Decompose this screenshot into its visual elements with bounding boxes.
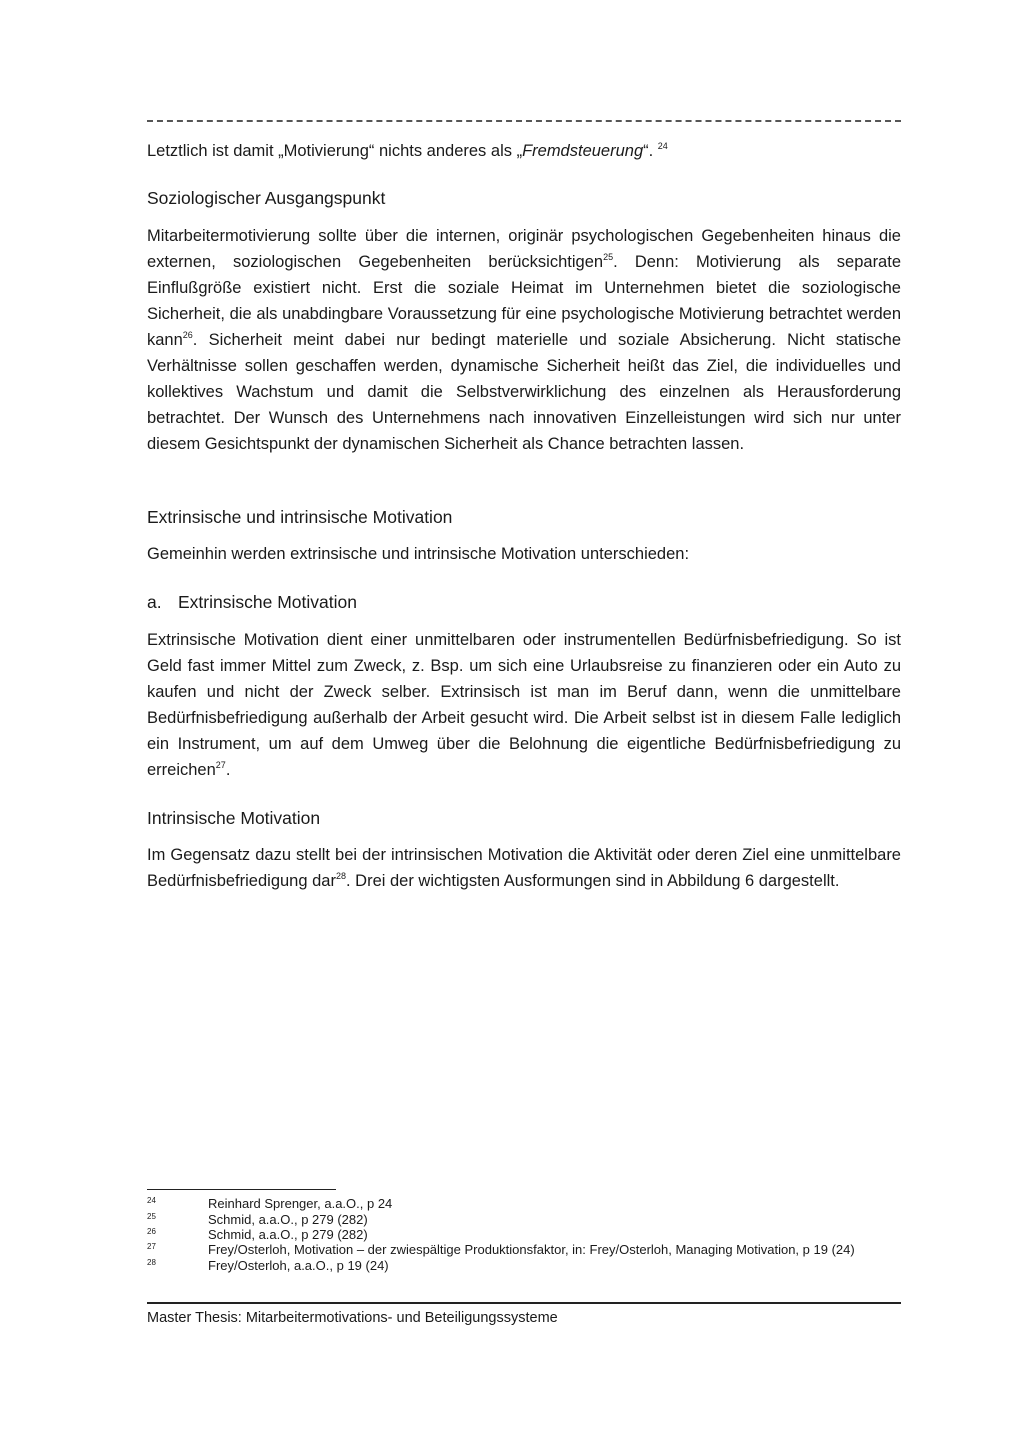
- paragraph-text: Im Gegensatz dazu stellt bei der intrinsischen Motivation die Aktivität oder deren Ziel eine unmittelbare Bedürfnisbefriedigung dar: [147, 846, 901, 890]
- paragraph-text: Extrinsische Motivation dient einer unmittelbaren oder instrumentellen Bedürfnisbefriedigung. So ist Geld fast immer Mittel zum Zweck, z. Bsp. um sich eine Urlaubsreise zu finanzieren oder ein Auto zu kaufen und nicht der Zweck selber. Extrinsisch ist man im Beruf dann, wenn die unmittelbare Bedürfnisbefriedigung außerhalb der Arbeit gesucht wird. Die Arbeit selbst ist in diesem Falle lediglich ein Instrument, um auf dem Umweg über die Belohnung die eigentliche Bedürfnisbefriedigung zu erreichen: [147, 631, 901, 779]
- footnote-number: 26: [147, 1227, 156, 1236]
- footer-rule: [147, 1302, 901, 1304]
- footnote-number: 25: [147, 1212, 156, 1221]
- header-dashed-rule: [147, 120, 901, 122]
- intro-emphasis: Fremdsteuerung: [522, 142, 644, 160]
- footnote-text: Frey/Osterloh, a.a.O., p 19 (24): [208, 1258, 389, 1273]
- paragraph-extrinsisch: [147, 627, 901, 783]
- list-marker: a.: [147, 592, 162, 612]
- page-footer: Master Thesis: Mitarbeitermotivations- und Beteiligungssysteme: [147, 1310, 558, 1326]
- footnote-text: Frey/Osterloh, Motivation – der zwiespältige Produktionsfaktor, in: Frey/Osterloh, Managing Motivation, p 19 (24): [208, 1242, 855, 1257]
- heading-text: Extrinsische Motivation: [178, 592, 357, 612]
- heading-extrinsische-motivation: [147, 589, 357, 615]
- heading-intrinsische-motivation: Intrinsische Motivation: [147, 808, 321, 828]
- heading-extrinsische-intrinsische: Extrinsische und intrinsische Motivation: [147, 507, 453, 527]
- intro-text: Letztlich ist damit „Motivierung“ nichts anderes als „: [147, 142, 523, 160]
- footnote-number: 28: [147, 1258, 156, 1267]
- paragraph-text: . Sicherheit meint dabei nur bedingt materielle und soziale Absicherung. Nicht statische Verhältnisse sollen geschaffen werden, dynamische Sicherheit heißt das Ziel, die individuelles und kollektives Wachstum und damit die Selbstverwirklichung des einzelnen als Herausforderung betrachtet. Der Wunsch des Unternehmens nach innovativen Einzelleistungen wird sich nur unter diesem Gesichtspunkt der dynamischen Sicherheit als Chance betrachten lassen.: [147, 331, 901, 453]
- footnote-ref-27[interactable]: 27: [215, 760, 226, 770]
- paragraph-text: . Denn: Motivierung als separate Einflußgröße existiert nicht. Erst die soziale Heimat im Unternehmen bietet die soziologische Sicherheit, die als unabdingbare Voraussetzung für eine psychologische Motivierung betrachtet werden kann: [147, 253, 901, 349]
- paragraph-intrinsisch: [147, 842, 901, 894]
- heading-soziologischer-ausgangspunkt: Soziologischer Ausgangspunkt: [147, 188, 386, 208]
- footnote-text: Schmid, a.a.O., p 279 (282): [208, 1212, 368, 1227]
- intro-text-end: “.: [643, 142, 658, 160]
- footnote-text: Reinhard Sprenger, a.a.O., p 24: [208, 1196, 393, 1211]
- footnote-ref-24[interactable]: 24: [657, 141, 668, 151]
- footnote-number: 27: [147, 1242, 156, 1251]
- paragraph-text: Mitarbeitermotivierung sollte über die internen, originär psychologischen Gegebenheiten hinaus die externen, soziologischen Gegebenheiten berücksichtigen: [147, 227, 901, 271]
- footnote-ref-28[interactable]: 28: [335, 871, 346, 881]
- footnote-separator: [147, 1189, 336, 1190]
- intro-sentence: [147, 138, 668, 164]
- paragraph-text: . Drei der wichtigsten Ausformungen sind in Abbildung 6 dargestellt.: [345, 872, 840, 890]
- paragraph-soziologisch: [147, 223, 901, 457]
- footnote-number: 24: [147, 1196, 156, 1205]
- paragraph-text: .: [225, 761, 231, 779]
- footnote-text: Schmid, a.a.O., p 279 (282): [208, 1227, 368, 1242]
- paragraph-gemeinhin: Gemeinhin werden extrinsische und intrinsische Motivation unterschieden:: [147, 545, 690, 563]
- footnote-ref-26[interactable]: 26: [182, 330, 193, 340]
- footnote-ref-25[interactable]: 25: [603, 252, 614, 262]
